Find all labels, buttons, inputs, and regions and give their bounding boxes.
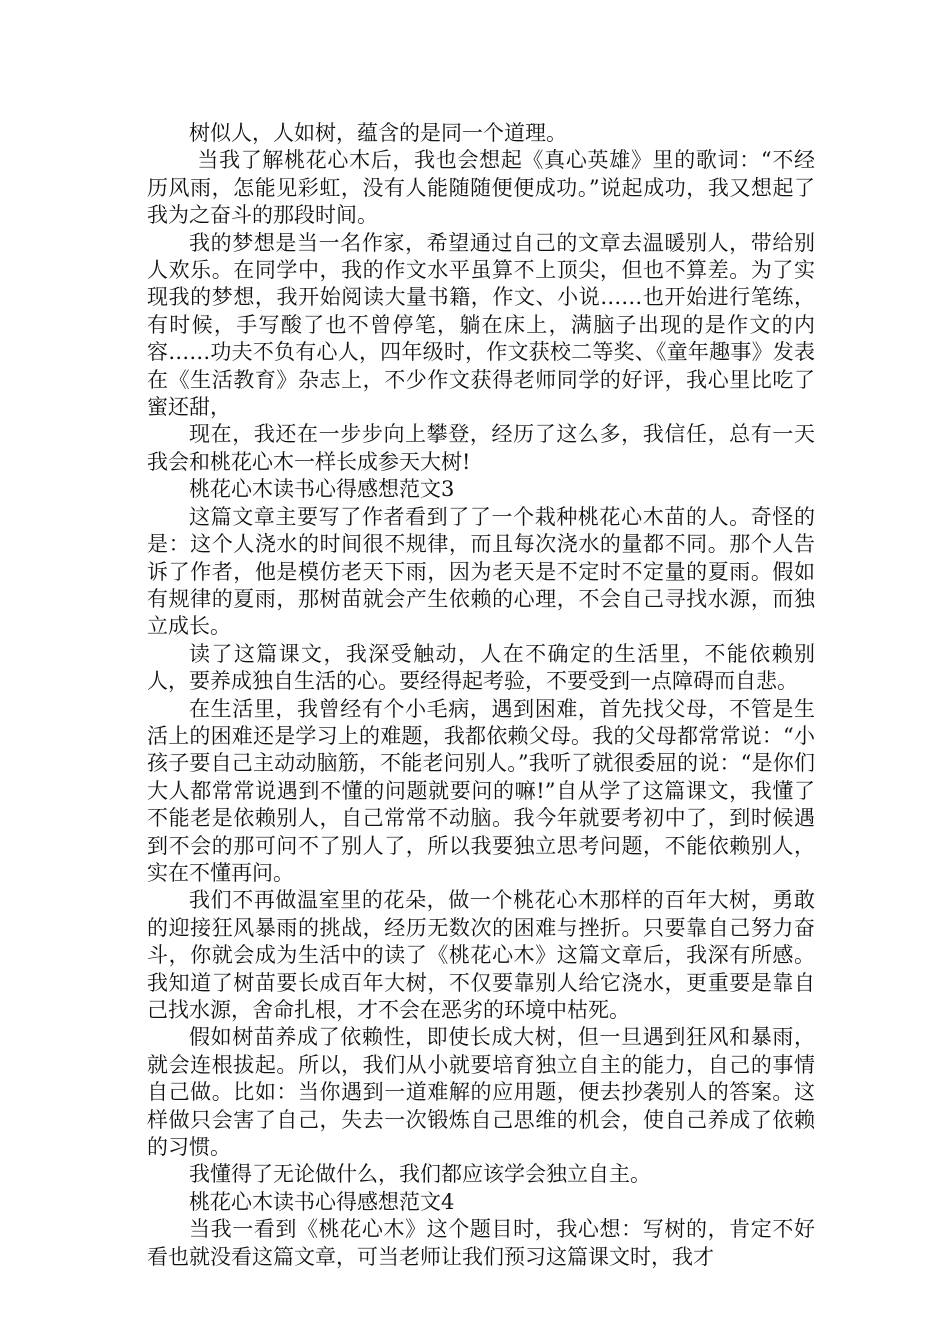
paragraph-9: 假如树苗养成了依赖性，即使长成大树，但一旦遇到狂风和暴雨，就会连根拔起。所以，我们从小就要培育独立自主的能力，自己的事情自己做。比如：当你遇到一道难解的应用题，便去抄袭别人的答案。这样做只会害了自己，失去一次锻炼自己思维的机会，使自己养成了依赖的习惯。 [147, 1025, 815, 1160]
section-heading-4: 桃花心木读书心得感想范文4 [189, 1189, 455, 1214]
section-heading-3: 桃花心木读书心得感想范文3 [189, 477, 455, 502]
document-body [147, 120, 815, 1271]
paragraph-7: 在生活里，我曾经有个小毛病，遇到困难，首先找父母，不管是生活上的困难还是学习上的难题，我都依赖父母。我的父母都常常说：“小孩子要自己主动动脑筋，不能老问别人。”我听了就很委屈的说：“是你们大人都常常说遇到不懂的问题就要问的嘛!”自从学了这篇课文，我懂了不能老是依赖别人，自己常常不动脑。我今年就要考初中了，到时候遇到不会的那可问不了别人了，所以我要独立思考问题，不能依赖别人，实在不懂再问。 [147, 696, 815, 885]
paragraph-3: 我的梦想是当一名作家，希望通过自己的文章去温暖别人，带给别人欢乐。在同学中，我的作文水平虽算不上顶尖，但也不算差。为了实现我的梦想，我开始阅读大量书籍，作文、小说……也开始进行笔练，有时候，手写酸了也不曾停笔，躺在床上，满脑子出现的是作文的内容……功夫不负有心人，四年级时，作文获校二等奖、《童年趣事》发表在《生活教育》杂志上，不少作文获得老师同学的好评，我心里比吃了蜜还甜， [147, 230, 815, 420]
paragraph-6: 读了这篇课文，我深受触动，人在不确定的生活里，不能依赖别人，要养成独自生活的心。要经得起考验，不要受到一点障碍而自悲。 [147, 641, 815, 694]
paragraph-10: 我懂得了无论做什么，我们都应该学会独立自主。 [189, 1162, 651, 1187]
paragraph-4: 现在，我还在一步步向上攀登，经历了这么多，我信任，总有一天我会和桃花心木一样长成参天大树! [147, 422, 815, 474]
paragraph-11: 当我一看到《桃花心木》这个题目时，我心想：写树的，肯定不好看也就没看这篇文章，可当老师让我们预习这篇课文时，我才 [147, 1217, 815, 1269]
paragraph-8: 我们不再做温室里的花朵，做一个桃花心木那样的百年大树，勇敢的迎接狂风暴雨的挑战，经历无数次的困难与挫折。只要靠自己努力奋斗，你就会成为生活中的读了《桃花心木》这篇文章后，我深有所感。我知道了树苗要长成百年大树，不仅要靠别人给它浇水，更重要是靠自己找水源，舍命扎根，才不会在恶劣的环境中枯死。 [147, 888, 815, 1022]
paragraph-2: 当我了解桃花心木后，我也会想起《真心英雄》里的歌词：“不经历风雨，怎能见彩虹，没有人能随随便便成功。”说起成功，我又想起了我为之奋斗的那段时间。 [147, 148, 815, 228]
paragraph-1: 树似人，人如树，蕴含的是同一个道理。 [189, 121, 567, 145]
paragraph-5: 这篇文章主要写了作者看到了了一个栽种桃花心木苗的人。奇怪的是：这个人浇水的时间很不规律，而且每次浇水的量都不同。那个人告诉了作者，他是模仿老天下雨，因为老天是不定时不定量的夏雨。假如有规律的夏雨，那树苗就会产生依赖的心理，不会自己寻找水源，而独立成长。 [147, 504, 815, 639]
